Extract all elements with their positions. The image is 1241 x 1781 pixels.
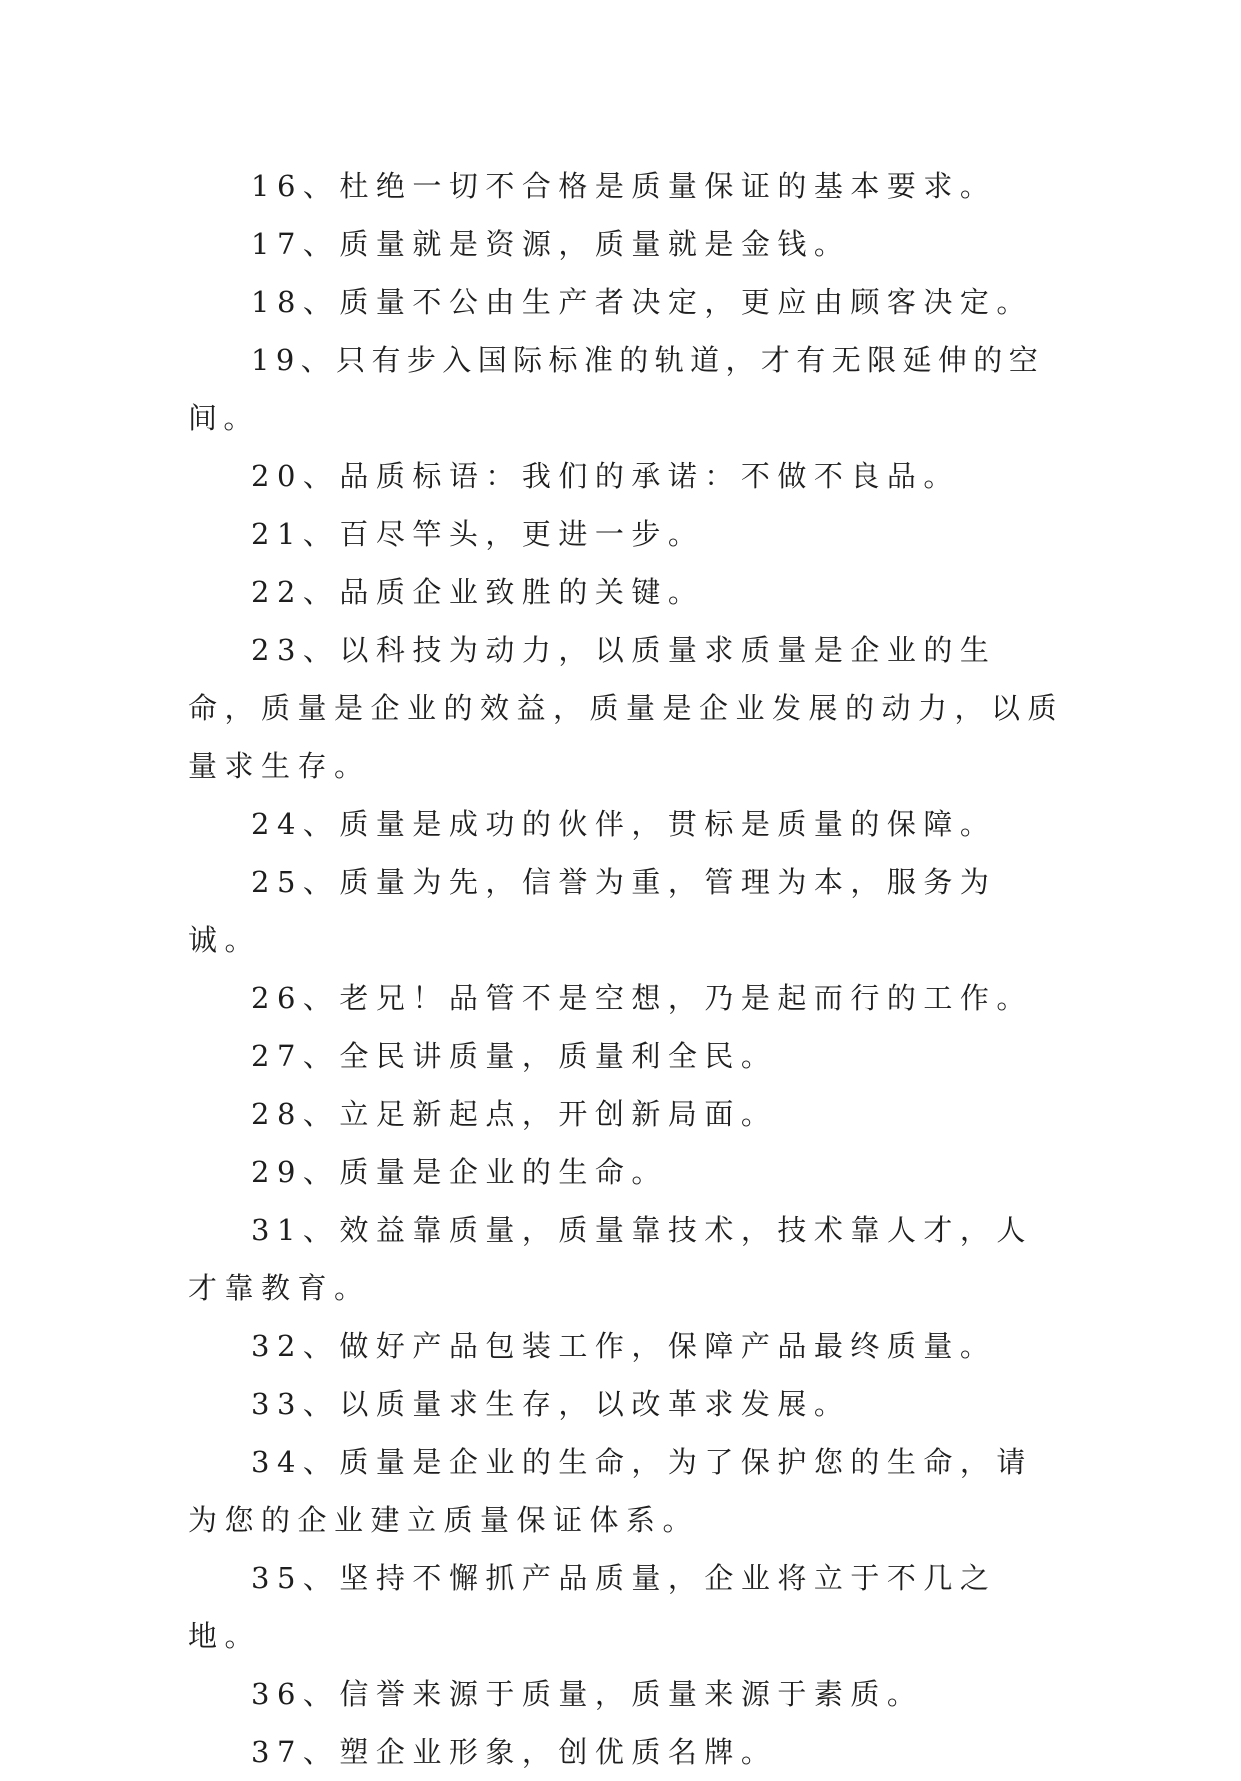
paragraph-20: 20、品质标语：我们的承诺：不做不良品。 bbox=[251, 459, 960, 493]
paragraph-21: 21、百尽竿头，更进一步。 bbox=[251, 517, 705, 551]
paragraph-34: 34、质量是企业的生命，为了保护您的生命，请为您的企业建立质量保证体系。 bbox=[188, 1445, 1033, 1537]
paragraph-35: 35、坚持不懈抓产品质量，企业将立于不几之地。 bbox=[188, 1561, 997, 1653]
paragraph-19: 19、只有步入国际标准的轨道，才有无限延伸的空间。 bbox=[188, 343, 1045, 435]
paragraph-23: 23、以科技为动力，以质量求质量是企业的生命，质量是企业的效益，质量是企业发展的动力，以质量求生存。 bbox=[188, 633, 1065, 783]
paragraph-32: 32、做好产品包装工作，保障产品最终质量。 bbox=[251, 1329, 997, 1363]
paragraph-16: 16、杜绝一切不合格是质量保证的基本要求。 bbox=[251, 169, 997, 203]
paragraph-37: 37、塑企业形象，创优质名牌。 bbox=[251, 1735, 778, 1769]
paragraph-26: 26、老兄！品管不是空想，乃是起而行的工作。 bbox=[251, 981, 1033, 1015]
paragraph-25: 25、质量为先，信誉为重，管理为本，服务为诚。 bbox=[188, 865, 997, 957]
paragraph-22: 22、品质企业致胜的关键。 bbox=[251, 575, 705, 609]
paragraph-24: 24、质量是成功的伙伴，贯标是质量的保障。 bbox=[251, 807, 997, 841]
paragraph-36: 36、信誉来源于质量，质量来源于素质。 bbox=[251, 1677, 924, 1711]
paragraph-29: 29、质量是企业的生命。 bbox=[251, 1155, 668, 1189]
paragraph-31: 31、效益靠质量，质量靠技术，技术靠人才，人才靠教育。 bbox=[188, 1213, 1033, 1305]
document-body bbox=[188, 157, 1068, 1781]
paragraph-27: 27、全民讲质量，质量利全民。 bbox=[251, 1039, 778, 1073]
paragraph-17: 17、质量就是资源，质量就是金钱。 bbox=[251, 227, 851, 261]
paragraph-18: 18、质量不公由生产者决定，更应由顾客决定。 bbox=[251, 285, 1033, 319]
paragraph-33: 33、以质量求生存，以改革求发展。 bbox=[251, 1387, 851, 1421]
paragraph-28: 28、立足新起点，开创新局面。 bbox=[251, 1097, 778, 1131]
